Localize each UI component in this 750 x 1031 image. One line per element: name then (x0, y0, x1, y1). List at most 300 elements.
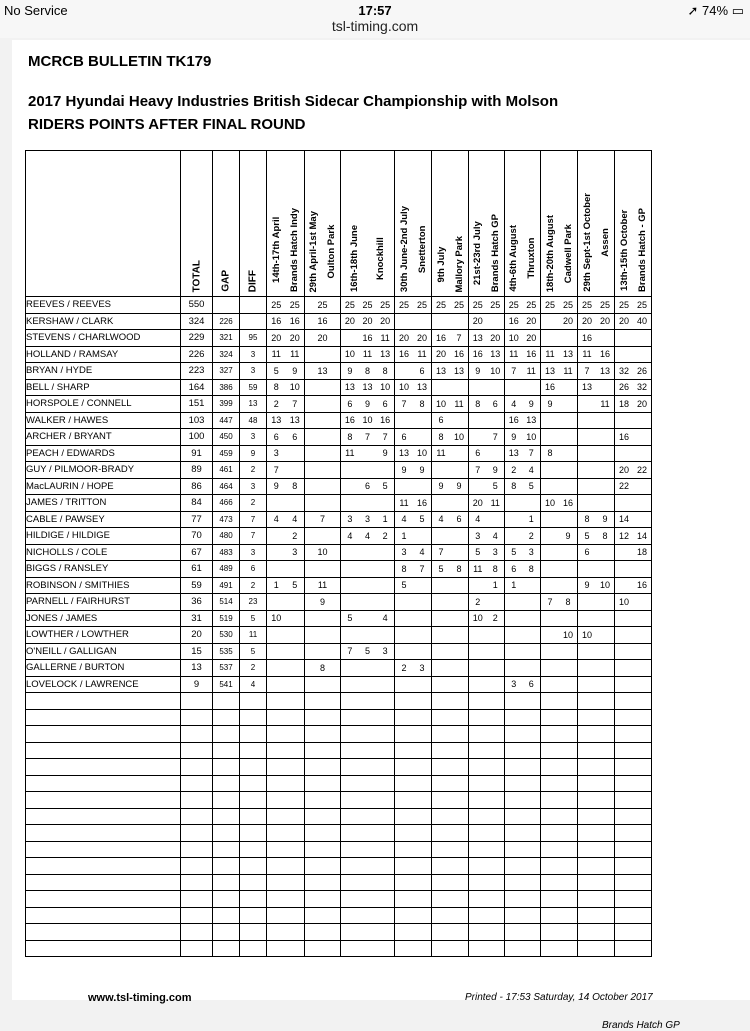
race-points (578, 676, 615, 693)
race-points: 13 13 10 (341, 379, 395, 396)
race-points: 13 10 (395, 445, 432, 462)
rider-name: GUY / PILMOOR-BRADY (26, 462, 181, 479)
header-gap (213, 151, 240, 297)
race-points: 5 4 (341, 610, 395, 627)
diff-value: 7 (240, 528, 267, 545)
race-points: 7 (305, 511, 341, 528)
race-points (615, 627, 652, 644)
header-round-2 (305, 151, 341, 297)
race-points (432, 528, 469, 545)
empty-row (26, 709, 652, 726)
header-gap-label: GAP (220, 270, 232, 292)
race-points (305, 528, 341, 545)
total-points: 550 (181, 297, 213, 314)
race-points: 6 (395, 429, 432, 446)
total-points: 223 (181, 363, 213, 380)
race-points (541, 610, 578, 627)
race-points (615, 330, 652, 347)
race-points: 13 13 (267, 412, 305, 429)
empty-row (26, 759, 652, 776)
race-points (469, 379, 505, 396)
table-row (26, 363, 652, 380)
race-points: 16 11 (341, 330, 395, 347)
header-diff (240, 151, 267, 297)
race-points: 26 32 (615, 379, 652, 396)
header-round-10 (615, 151, 652, 297)
gap-value: 321 (213, 330, 240, 347)
race-points: 32 26 (615, 363, 652, 380)
gap-value: 466 (213, 495, 240, 512)
header-round-4 (395, 151, 432, 297)
race-points: 3 3 1 (341, 511, 395, 528)
race-points: 11 16 (395, 495, 432, 512)
total-points: 229 (181, 330, 213, 347)
race-points (505, 627, 541, 644)
race-points (432, 495, 469, 512)
race-points: 2 3 (395, 660, 432, 677)
race-points: 5 (395, 577, 432, 594)
race-points (395, 627, 432, 644)
race-points: 1 (469, 577, 505, 594)
race-points: 16 13 (469, 346, 505, 363)
race-points: 5 8 (578, 528, 615, 545)
clock: 17:57 (358, 3, 392, 18)
race-points (578, 478, 615, 495)
race-points: 9 (541, 528, 578, 545)
race-points (432, 643, 469, 660)
empty-row (26, 924, 652, 941)
race-points: 16 20 (505, 313, 541, 330)
battery-icon: ▭ (731, 3, 744, 18)
diff-value: 2 (240, 660, 267, 677)
race-points: 16 13 (505, 412, 541, 429)
race-points: 10 2 (469, 610, 505, 627)
diff-value: 3 (240, 544, 267, 561)
diff-value: 3 (240, 478, 267, 495)
gap-value: 386 (213, 379, 240, 396)
rider-name: STEVENS / CHARLWOOD (26, 330, 181, 347)
race-points: 8 7 (395, 561, 432, 578)
diff-value (240, 313, 267, 330)
table-row (26, 660, 652, 677)
total-points: 226 (181, 346, 213, 363)
race-points: 18 20 (615, 396, 652, 413)
table-row (26, 676, 652, 693)
round-date: 30th June-2nd July (398, 205, 410, 292)
total-points: 164 (181, 379, 213, 396)
round-date: 4th-6th August (508, 225, 520, 292)
race-points: 4 4 2 (341, 528, 395, 545)
total-points: 103 (181, 412, 213, 429)
race-points: 25 25 (267, 297, 305, 314)
race-points (267, 676, 305, 693)
race-points: 11 13 (541, 346, 578, 363)
race-points (578, 660, 615, 677)
race-points (432, 627, 469, 644)
race-points: 3 6 (505, 676, 541, 693)
diff-value: 9 (240, 445, 267, 462)
rider-name: NICHOLLS / COLE (26, 544, 181, 561)
race-points (341, 462, 395, 479)
rider-name: HOLLAND / RAMSAY (26, 346, 181, 363)
points-subtitle: RIDERS POINTS AFTER FINAL ROUND (28, 116, 306, 133)
race-points: 8 (541, 445, 578, 462)
status-bar (0, 0, 750, 20)
race-points: 7 9 (469, 462, 505, 479)
diff-value: 23 (240, 594, 267, 611)
gap-value: 535 (213, 643, 240, 660)
race-points: 8 9 (578, 511, 615, 528)
race-points: 8 7 7 (341, 429, 395, 446)
race-points (395, 676, 432, 693)
race-points (432, 676, 469, 693)
race-points: 6 8 (505, 561, 541, 578)
race-points (541, 429, 578, 446)
race-points: 7 (469, 429, 505, 446)
race-points (395, 610, 432, 627)
round-date: 29th Sept-1st October (581, 193, 593, 292)
race-points (505, 610, 541, 627)
footer-venue: Brands Hatch GP (602, 1020, 680, 1031)
round-date: 13th-15th October (618, 209, 630, 291)
race-points (341, 660, 395, 677)
race-points: 11 9 (341, 445, 395, 462)
table-row (26, 627, 652, 644)
footer-printed: Printed - 17:53 Saturday, 14 October 2017 (465, 992, 653, 1003)
race-points: 11 16 (505, 346, 541, 363)
gap-value: 399 (213, 396, 240, 413)
race-points (395, 313, 432, 330)
total-points: 100 (181, 429, 213, 446)
round-date: 16th-18th June (348, 224, 360, 292)
gap-value: 464 (213, 478, 240, 495)
race-points (541, 577, 578, 594)
race-points (432, 577, 469, 594)
race-points: 9 10 (469, 363, 505, 380)
empty-row (26, 907, 652, 924)
footer-url[interactable]: www.tsl-timing.com (88, 992, 192, 1004)
race-points (615, 346, 652, 363)
race-points: 10 (578, 627, 615, 644)
total-points: 13 (181, 660, 213, 677)
header-total-label: TOTAL (191, 259, 202, 292)
race-points: 1 (395, 528, 432, 545)
table-row (26, 577, 652, 594)
diff-value: 3 (240, 346, 267, 363)
race-points (432, 379, 469, 396)
empty-row (26, 808, 652, 825)
race-points (395, 594, 432, 611)
table-row (26, 462, 652, 479)
race-points: 10 16 (541, 495, 578, 512)
total-points: 36 (181, 594, 213, 611)
race-points (578, 412, 615, 429)
total-points: 59 (181, 577, 213, 594)
diff-value: 2 (240, 462, 267, 479)
race-points (267, 594, 305, 611)
diff-value (240, 297, 267, 314)
race-points (505, 495, 541, 512)
race-points (615, 445, 652, 462)
total-points: 9 (181, 676, 213, 693)
race-points: 5 8 (432, 561, 469, 578)
race-points: 9 9 (395, 462, 432, 479)
race-points (305, 627, 341, 644)
race-points (305, 429, 341, 446)
race-points (541, 676, 578, 693)
diff-value: 95 (240, 330, 267, 347)
race-points: 9 10 (505, 429, 541, 446)
race-points (341, 577, 395, 594)
rider-name: BRYAN / HYDE (26, 363, 181, 380)
race-points: 8 10 (267, 379, 305, 396)
race-points: 11 8 (469, 561, 505, 578)
championship-title: 2017 Hyundai Heavy Industries British Sidecar Championship with Molson (28, 93, 559, 110)
diff-value: 2 (240, 495, 267, 512)
total-points: 67 (181, 544, 213, 561)
race-points (395, 478, 432, 495)
battery-percent: 74% (702, 3, 729, 18)
race-points: 10 11 13 (341, 346, 395, 363)
round-venue: Brands Hatch GP (489, 213, 501, 292)
location-icon: ➚ (687, 3, 703, 18)
race-points: 6 (578, 544, 615, 561)
race-points (578, 594, 615, 611)
race-points (578, 429, 615, 446)
diff-value: 7 (240, 511, 267, 528)
race-points: 13 (578, 379, 615, 396)
race-points: 2 (505, 528, 541, 545)
race-points: 25 25 (578, 297, 615, 314)
race-points (541, 561, 578, 578)
total-points: 70 (181, 528, 213, 545)
header-round-5 (432, 151, 469, 297)
race-points: 13 11 (541, 363, 578, 380)
empty-row (26, 742, 652, 759)
race-points (432, 660, 469, 677)
race-points: 7 11 (505, 363, 541, 380)
rider-name: GALLERNE / BURTON (26, 660, 181, 677)
race-points (267, 660, 305, 677)
race-points (469, 627, 505, 644)
race-points (267, 495, 305, 512)
race-points: 11 (432, 445, 469, 462)
total-points: 20 (181, 627, 213, 644)
round-venue: Knockhill (375, 237, 387, 280)
rider-name: CABLE / PAWSEY (26, 511, 181, 528)
race-points: 16 (615, 577, 652, 594)
race-points: 20 20 (395, 330, 432, 347)
rider-name: ARCHER / BRYANT (26, 429, 181, 446)
race-points: 16 10 16 (341, 412, 395, 429)
race-points: 4 5 (395, 511, 432, 528)
diff-value: 3 (240, 429, 267, 446)
rider-name: BELL / SHARP (26, 379, 181, 396)
race-points (305, 445, 341, 462)
table-row (26, 528, 652, 545)
round-venue: Assen (599, 228, 611, 257)
race-points: 10 11 (432, 396, 469, 413)
carrier-label: No Service (4, 3, 68, 18)
race-points: 25 25 (505, 297, 541, 314)
race-points: 13 (305, 363, 341, 380)
race-points (305, 462, 341, 479)
table-row (26, 429, 652, 446)
race-points: 3 4 (395, 544, 432, 561)
empty-row (26, 841, 652, 858)
gap-value: 489 (213, 561, 240, 578)
race-points (267, 643, 305, 660)
diff-value: 3 (240, 363, 267, 380)
round-venue: Brands Hatch - GP (636, 208, 648, 292)
race-points: 25 25 (541, 297, 578, 314)
race-points (505, 594, 541, 611)
race-points: 20 20 20 (341, 313, 395, 330)
race-points (305, 676, 341, 693)
race-points (505, 379, 541, 396)
round-date: 29th April-1st May (308, 210, 320, 292)
round-date: 21st-23rd July (472, 220, 484, 285)
round-date: 18th-20th August (544, 214, 556, 292)
diff-value: 13 (240, 396, 267, 413)
table-row (26, 412, 652, 429)
round-venue: Brands Hatch Indy (289, 208, 301, 292)
round-venue: Mallory Park (453, 235, 465, 292)
diff-value: 4 (240, 676, 267, 693)
race-points: 25 (305, 297, 341, 314)
race-points: 1 5 (267, 577, 305, 594)
gap-value: 459 (213, 445, 240, 462)
race-points (578, 495, 615, 512)
total-points: 15 (181, 643, 213, 660)
race-points: 13 7 (505, 445, 541, 462)
race-points: 9 9 (432, 478, 469, 495)
race-points: 20 20 (267, 330, 305, 347)
rider-name: JONES / JAMES (26, 610, 181, 627)
race-points: 10 (267, 610, 305, 627)
points-table (25, 150, 652, 957)
diff-value: 5 (240, 643, 267, 660)
race-points: 16 7 (432, 330, 469, 347)
round-venue: Snetterton (416, 225, 428, 273)
race-points (432, 610, 469, 627)
race-points (541, 511, 578, 528)
document-page (12, 40, 750, 1031)
race-points (469, 660, 505, 677)
race-points (578, 462, 615, 479)
race-points: 10 13 (395, 379, 432, 396)
race-points (615, 643, 652, 660)
header-round-8 (541, 151, 578, 297)
race-points: 4 6 (432, 511, 469, 528)
race-points (469, 412, 505, 429)
race-points (541, 660, 578, 677)
race-points: 10 (615, 594, 652, 611)
race-points: 20 22 (615, 462, 652, 479)
gap-value: 483 (213, 544, 240, 561)
gap-value (213, 297, 240, 314)
race-points: 25 25 (432, 297, 469, 314)
race-points (305, 396, 341, 413)
race-points: 14 (615, 511, 652, 528)
race-points (432, 594, 469, 611)
rider-name: HORSPOLE / CONNELL (26, 396, 181, 413)
url-bar[interactable] (0, 18, 750, 38)
rider-name: REEVES / REEVES (26, 297, 181, 314)
race-points (541, 544, 578, 561)
race-points: 12 14 (615, 528, 652, 545)
race-points: 11 11 (267, 346, 305, 363)
diff-value: 48 (240, 412, 267, 429)
rider-name: HILDIGE / HILDIGE (26, 528, 181, 545)
rider-name: LOWTHER / LOWTHER (26, 627, 181, 644)
rider-name: MacLAURIN / HOPE (26, 478, 181, 495)
race-points: 16 11 (395, 346, 432, 363)
race-points (541, 330, 578, 347)
round-date: 9th July (435, 245, 447, 282)
race-points: 11 (305, 577, 341, 594)
rider-name: PEACH / EDWARDS (26, 445, 181, 462)
race-points: 20 40 (615, 313, 652, 330)
race-points: 20 (541, 313, 578, 330)
table-row (26, 346, 652, 363)
table-row (26, 379, 652, 396)
race-points: 1 (505, 577, 541, 594)
race-points: 13 20 (469, 330, 505, 347)
race-points (341, 561, 395, 578)
race-points (305, 610, 341, 627)
gap-value: 226 (213, 313, 240, 330)
race-points: 16 (305, 313, 341, 330)
race-points: 4 9 (505, 396, 541, 413)
gap-value: 530 (213, 627, 240, 644)
race-points: 18 (615, 544, 652, 561)
race-points: 7 5 3 (341, 643, 395, 660)
table-row (26, 396, 652, 413)
diff-value: 6 (240, 561, 267, 578)
race-points: 10 (541, 627, 578, 644)
total-points: 151 (181, 396, 213, 413)
race-points: 20 (305, 330, 341, 347)
race-points: 20 20 (578, 313, 615, 330)
race-points: 25 25 25 (341, 297, 395, 314)
table-row (26, 594, 652, 611)
race-points: 20 (469, 313, 505, 330)
race-points (305, 495, 341, 512)
header-blank (26, 151, 181, 297)
empty-row (26, 775, 652, 792)
race-points: 7 8 (395, 396, 432, 413)
race-points (578, 561, 615, 578)
gap-value: 473 (213, 511, 240, 528)
race-points (541, 478, 578, 495)
race-points: 1 (505, 511, 541, 528)
race-points: 10 20 (505, 330, 541, 347)
race-points: 16 (615, 429, 652, 446)
race-points: 5 3 (505, 544, 541, 561)
table-row (26, 297, 652, 314)
race-points: 20 16 (432, 346, 469, 363)
rider-name: KERSHAW / CLARK (26, 313, 181, 330)
race-points: 9 10 (578, 577, 615, 594)
url-text: tsl-timing.com (331, 18, 419, 34)
race-points (578, 643, 615, 660)
race-points: 8 10 (432, 429, 469, 446)
race-points: 4 (469, 511, 505, 528)
race-points: 16 (541, 379, 578, 396)
race-points (341, 676, 395, 693)
race-points: 25 25 (615, 297, 652, 314)
